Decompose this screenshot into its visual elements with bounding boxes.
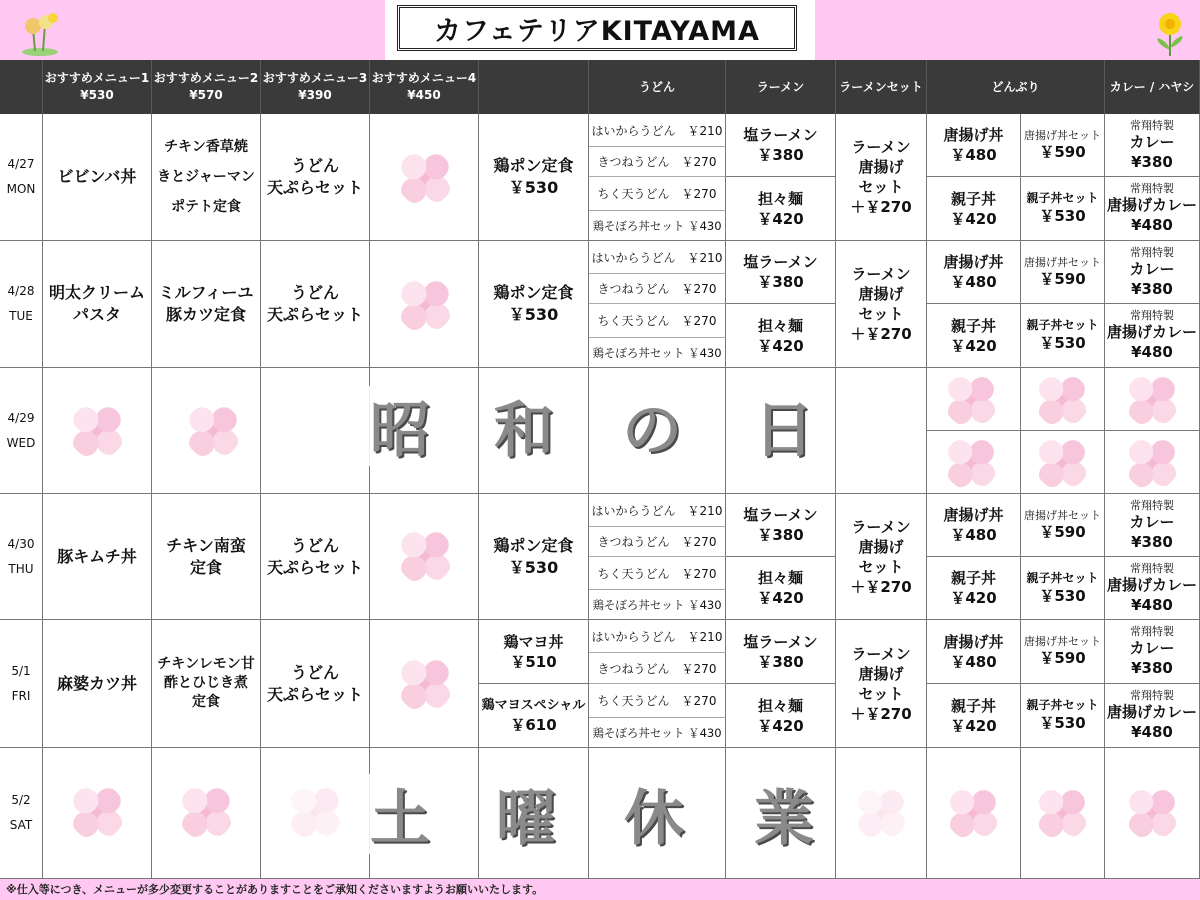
empty-cell <box>261 368 370 494</box>
flower-icon <box>1125 786 1179 840</box>
flower-icon <box>1035 786 1089 840</box>
osusume-1: ビビンバ丼 <box>43 114 152 241</box>
donburi-item: 唐揚げ丼セット ￥590 <box>1021 620 1105 684</box>
osusume-3: うどん 天ぷらセット <box>261 114 370 241</box>
empty-cell <box>43 748 152 879</box>
holiday-char: 昭 <box>368 386 432 466</box>
donburi-item: 唐揚げ丼セット ￥590 <box>1021 241 1105 304</box>
empty-cell <box>1105 748 1200 879</box>
udon-item: ちく天うどん ￥270 <box>589 177 726 211</box>
curry-item: 常翔特製 カレー ¥380 <box>1105 620 1200 684</box>
osusume-3: うどん 天ぷらセット <box>261 241 370 368</box>
flower-icon <box>397 150 453 206</box>
holiday-char: 和 <box>492 386 556 466</box>
header-curry: カレー / ハヤシ <box>1105 60 1200 114</box>
flower-icon <box>397 528 453 584</box>
date-cell: 5/2 SAT <box>0 748 43 879</box>
menu-col5: 鶏マヨ丼 ￥510 <box>479 620 589 684</box>
empty-cell <box>927 431 1021 494</box>
empty-cell <box>152 748 261 879</box>
flower-icon <box>397 656 453 712</box>
udon-item: きつねうどん ￥270 <box>589 147 726 177</box>
udon-item: はいからうどん ￥210 <box>589 620 726 653</box>
header-blank <box>479 60 589 114</box>
donburi-item: 親子丼 ￥420 <box>927 304 1021 368</box>
header-osusume-2: おすすめメニュー2 ¥570 <box>152 60 261 114</box>
curry-item: 常翔特製 カレー ¥380 <box>1105 241 1200 304</box>
header-udon: うどん <box>589 60 726 114</box>
date-cell: 4/27 MON <box>0 114 43 241</box>
osusume-1: 明太クリーム パスタ <box>43 241 152 368</box>
osusume-2: チキンレモン甘 酢とひじき煮 定食 <box>152 620 261 748</box>
empty-cell <box>1021 748 1105 879</box>
udon-item: きつねうどん ￥270 <box>589 527 726 557</box>
ramen-set: ラーメン 唐揚げ セット ＋￥270 <box>836 241 927 368</box>
dandelion-fluff-icon <box>15 8 65 58</box>
ramen-item: 担々麺 ￥420 <box>726 177 836 241</box>
curry-item: 常翔特製 唐揚げカレー ¥480 <box>1105 557 1200 620</box>
flower-icon <box>1125 373 1179 427</box>
empty-cell <box>927 748 1021 879</box>
osusume-4 <box>370 241 479 368</box>
holiday-char: 土 <box>368 774 432 854</box>
date-cell: 4/28 TUE <box>0 241 43 368</box>
osusume-1: 麻婆カツ丼 <box>43 620 152 748</box>
donburi-item: 親子丼セット ￥530 <box>1021 684 1105 748</box>
empty-cell <box>1021 368 1105 431</box>
donburi-item: 親子丼 ￥420 <box>927 557 1021 620</box>
curry-item: 常翔特製 カレー ¥380 <box>1105 494 1200 557</box>
donburi-item: 親子丼 ￥420 <box>927 177 1021 241</box>
holiday-char: の <box>620 386 684 466</box>
donburi-item: 唐揚げ丼 ￥480 <box>927 241 1021 304</box>
empty-cell <box>1021 431 1105 494</box>
empty-cell <box>927 368 1021 431</box>
header-osusume-3: おすすめメニュー3 ¥390 <box>261 60 370 114</box>
ramen-item: 塩ラーメン ￥380 <box>726 494 836 557</box>
empty-cell <box>43 368 152 494</box>
flower-icon <box>397 277 453 333</box>
empty-cell <box>1105 368 1200 431</box>
flower-icon <box>69 403 125 459</box>
donburi-item: 親子丼 ￥420 <box>927 684 1021 748</box>
flower-icon <box>944 436 998 490</box>
header-osusume-1: おすすめメニュー1 ¥530 <box>43 60 152 114</box>
empty-cell <box>1105 431 1200 494</box>
holiday-char: 業 <box>752 774 816 854</box>
menu-table <box>0 60 1200 879</box>
curry-item: 常翔特製 カレー ¥380 <box>1105 114 1200 177</box>
udon-item: 鶏そぼろ丼セット ￥430 <box>589 338 726 368</box>
osusume-4 <box>370 114 479 241</box>
curry-item: 常翔特製 唐揚げカレー ¥480 <box>1105 304 1200 368</box>
menu-col5: 鶏ポン定食 ￥530 <box>479 114 589 241</box>
menu-col5: 鶏ポン定食 ￥530 <box>479 494 589 620</box>
ramen-item: 担々麺 ￥420 <box>726 684 836 748</box>
udon-item: 鶏そぼろ丼セット ￥430 <box>589 590 726 620</box>
menu-col5: 鶏ポン定食 ￥530 <box>479 241 589 368</box>
empty-cell <box>261 748 370 879</box>
header-donburi: どんぶり <box>927 60 1105 114</box>
date-cell: 4/30 THU <box>0 494 43 620</box>
empty-cell <box>836 368 927 494</box>
flower-icon <box>178 784 234 840</box>
donburi-item: 親子丼セット ￥530 <box>1021 304 1105 368</box>
donburi-item: 唐揚げ丼 ￥480 <box>927 620 1021 684</box>
udon-item: 鶏そぼろ丼セット ￥430 <box>589 718 726 748</box>
ramen-item: 担々麺 ￥420 <box>726 557 836 620</box>
flower-icon <box>1125 436 1179 490</box>
ramen-item: 塩ラーメン ￥380 <box>726 114 836 177</box>
curry-item: 常翔特製 唐揚げカレー ¥480 <box>1105 177 1200 241</box>
donburi-item: 唐揚げ丼セット ￥590 <box>1021 494 1105 557</box>
flower-icon <box>69 784 125 840</box>
osusume-3: うどん 天ぷらセット <box>261 620 370 748</box>
udon-item: はいからうどん ￥210 <box>589 494 726 527</box>
dandelion-flower-icon <box>1150 10 1190 58</box>
flower-icon <box>287 784 343 840</box>
empty-cell <box>152 368 261 494</box>
osusume-3: うどん 天ぷらセット <box>261 494 370 620</box>
udon-item: きつねうどん ￥270 <box>589 653 726 684</box>
osusume-4 <box>370 494 479 620</box>
empty-cell <box>836 748 927 879</box>
flower-icon <box>854 786 908 840</box>
udon-item: 鶏そぼろ丼セット ￥430 <box>589 211 726 241</box>
osusume-1: 豚キムチ丼 <box>43 494 152 620</box>
ramen-set: ラーメン 唐揚げ セット ＋￥270 <box>836 620 927 748</box>
holiday-char: 日 <box>752 386 816 466</box>
udon-item: きつねうどん ￥270 <box>589 274 726 304</box>
ramen-item: 塩ラーメン ￥380 <box>726 620 836 684</box>
header-ramen-set: ラーメンセット <box>836 60 927 114</box>
udon-item: はいからうどん ￥210 <box>589 241 726 274</box>
curry-item: 常翔特製 唐揚げカレー ¥480 <box>1105 684 1200 748</box>
udon-item: ちく天うどん ￥270 <box>589 684 726 718</box>
ramen-item: 担々麺 ￥420 <box>726 304 836 368</box>
donburi-item: 唐揚げ丼 ￥480 <box>927 494 1021 557</box>
ramen-set: ラーメン 唐揚げ セット ＋￥270 <box>836 114 927 241</box>
menu-col5: 鶏マヨスペシャル ￥610 <box>479 684 589 748</box>
donburi-item: 親子丼セット ￥530 <box>1021 557 1105 620</box>
udon-item: ちく天うどん ￥270 <box>589 557 726 590</box>
osusume-4 <box>370 620 479 748</box>
date-cell: 4/29 WED <box>0 368 43 494</box>
flower-icon <box>944 373 998 427</box>
header-date <box>0 60 43 114</box>
flower-icon <box>185 403 241 459</box>
osusume-2: ミルフィーユ 豚カツ定食 <box>152 241 261 368</box>
flower-icon <box>1035 373 1089 427</box>
udon-item: はいからうどん ￥210 <box>589 114 726 147</box>
flower-icon <box>1035 436 1089 490</box>
title-box <box>385 0 815 60</box>
footer-note: ※仕入等につき、メニューが多少変更することがありますことをご承知くださいますようお願いいたします。 <box>6 883 544 896</box>
ramen-set: ラーメン 唐揚げ セット ＋￥270 <box>836 494 927 620</box>
donburi-item: 親子丼セット ￥530 <box>1021 177 1105 241</box>
page-title: カフェテリアKITAYAMA <box>397 5 797 51</box>
osusume-2: チキン香草焼 きとジャーマン ポテト定食 <box>152 114 261 241</box>
ramen-item: 塩ラーメン ￥380 <box>726 241 836 304</box>
header-osusume-4: おすすめメニュー4 ¥450 <box>370 60 479 114</box>
date-cell: 5/1 FRI <box>0 620 43 748</box>
donburi-item: 唐揚げ丼 ￥480 <box>927 114 1021 177</box>
flower-icon <box>946 786 1000 840</box>
donburi-item: 唐揚げ丼セット ￥590 <box>1021 114 1105 177</box>
osusume-2: チキン南蛮 定食 <box>152 494 261 620</box>
holiday-char: 休 <box>622 774 686 854</box>
udon-item: ちく天うどん ￥270 <box>589 304 726 338</box>
header-ramen: ラーメン <box>726 60 836 114</box>
holiday-char: 曜 <box>494 774 558 854</box>
